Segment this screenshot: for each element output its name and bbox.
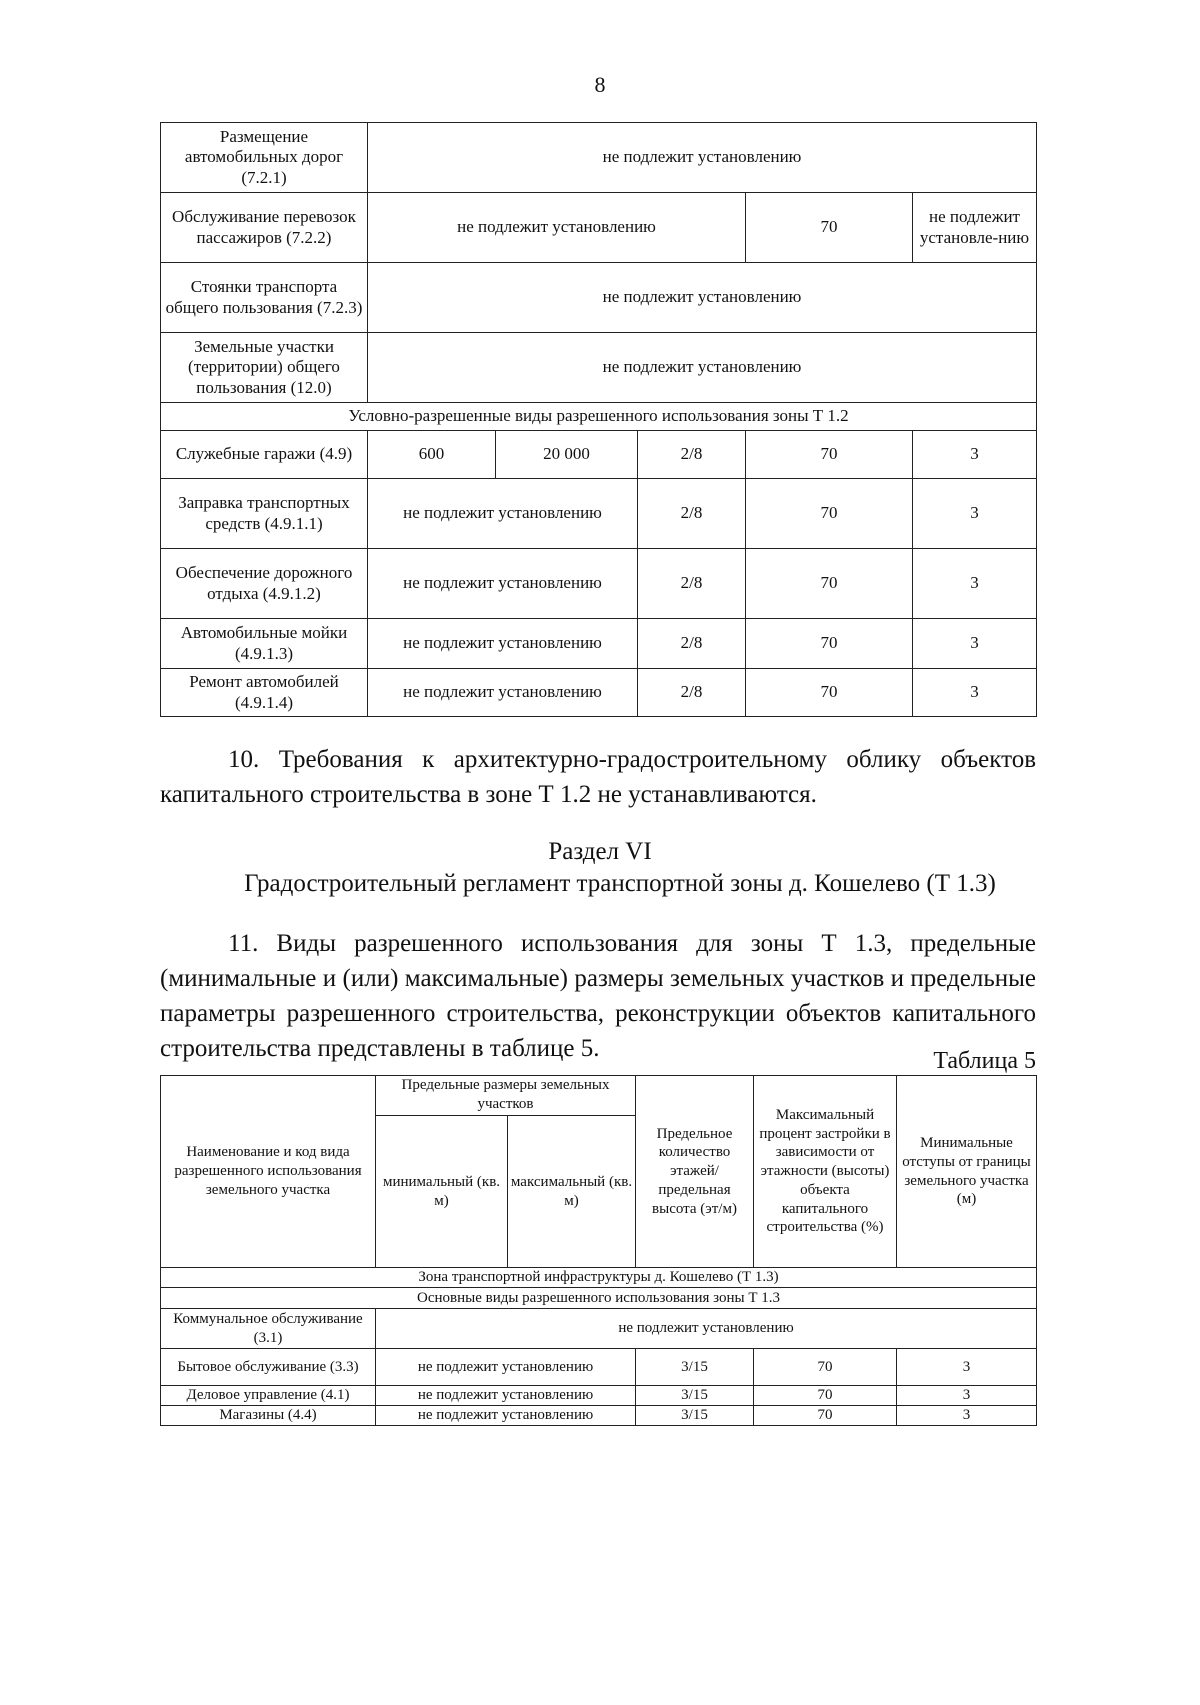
use-name: Автомобильные мойки (4.9.1.3): [161, 619, 368, 669]
section-heading: Условно-разрешенные виды разрешенного использования зоны Т 1.2: [161, 403, 1037, 431]
section-heading: Основные виды разрешенного использования зоны Т 1.3: [161, 1288, 1037, 1309]
setback-cell: 3: [913, 619, 1037, 669]
percent-cell: 70: [746, 669, 913, 717]
use-name: Бытовое обслуживание (3.3): [161, 1349, 376, 1386]
floors-cell: 3/15: [636, 1386, 754, 1406]
use-name: Деловое управление (4.1): [161, 1386, 376, 1406]
header-percent: Максимальный процент застройки в зависимости от этажности (высоты) объекта капитального строительства (%): [754, 1076, 897, 1268]
header-floors: Предельное количество этажей/ предельная высота (эт/м): [636, 1076, 754, 1268]
merged-value: не подлежит установлению: [368, 123, 1037, 193]
use-name: Обеспечение дорожного отдыха (4.9.1.2): [161, 549, 368, 619]
header-max: максимальный (кв. м): [508, 1116, 636, 1268]
use-name: Земельные участки (территории) общего пользования (12.0): [161, 333, 368, 403]
max-cell: 20 000: [496, 431, 638, 479]
merged-value: не подлежит установлению: [376, 1405, 636, 1425]
use-name: Служебные гаражи (4.9): [161, 431, 368, 479]
setback-cell: 3: [913, 669, 1037, 717]
header-row: [161, 1076, 1037, 1116]
merged-value: не подлежит установлению: [368, 333, 1037, 403]
table-row: [161, 263, 1037, 333]
header-min: минимальный (кв. м): [376, 1116, 508, 1268]
page-number: 8: [594, 72, 606, 97]
use-name: Размещение автомобильных дорог (7.2.1): [161, 123, 368, 193]
percent-cell: 70: [754, 1386, 897, 1406]
floors-cell: 2/8: [638, 669, 746, 717]
header-name: Наименование и код вида разрешенного использования земельного участка: [161, 1076, 376, 1268]
header-sizes: Предельные размеры земельных участков: [376, 1076, 636, 1116]
setback-cell: 3: [913, 431, 1037, 479]
percent-cell: 70: [746, 549, 913, 619]
merged-value: не подлежит установлению: [368, 549, 638, 619]
merged-value: не подлежит установлению: [376, 1386, 636, 1406]
merged-value: не подлежит установлению: [376, 1309, 1037, 1349]
merged-value: не подлежит установлению: [368, 263, 1037, 333]
section-subtitle: Градостроительный регламент транспортной зоны д. Кошелево (Т 1.3): [244, 870, 996, 897]
floors-cell: 2/8: [638, 479, 746, 549]
percent-cell: 70: [746, 193, 913, 263]
zone-row: [161, 1268, 1037, 1288]
setback-cell: 3: [897, 1405, 1037, 1425]
merged-value: не подлежит установлению: [368, 669, 638, 717]
table-row: [161, 619, 1037, 669]
percent-cell: 70: [746, 431, 913, 479]
floors-cell: 3/15: [636, 1405, 754, 1425]
section-title: Раздел VI: [548, 838, 652, 865]
percent-cell: 70: [754, 1405, 897, 1425]
table-row: [161, 123, 1037, 193]
table-row: [161, 669, 1037, 717]
table-row: [161, 1386, 1037, 1406]
min-cell: 600: [368, 431, 496, 479]
table-5: [160, 1075, 1037, 1426]
percent-cell: 70: [746, 479, 913, 549]
use-name: Заправка транспортных средств (4.9.1.1): [161, 479, 368, 549]
table-row: [161, 193, 1037, 263]
zone-heading: Зона транспортной инфраструктуры д. Кошелево (Т 1.3): [161, 1268, 1037, 1288]
floors-cell: 2/8: [638, 619, 746, 669]
setback-cell: 3: [897, 1386, 1037, 1406]
table-row: [161, 1349, 1037, 1386]
merged-value: не подлежит установлению: [368, 193, 746, 263]
table-row: [161, 1309, 1037, 1349]
use-name: Стоянки транспорта общего пользования (7.2.3): [161, 263, 368, 333]
merged-value: не подлежит установлению: [368, 619, 638, 669]
paragraph-10: 10. Требования к архитектурно-градостроительному облику объектов капитального строительства в зоне Т 1.2 не устанавливаются.: [160, 746, 1036, 808]
setback-cell: 3: [897, 1349, 1037, 1386]
table-row: [161, 333, 1037, 403]
percent-cell: 70: [746, 619, 913, 669]
floors-cell: 3/15: [636, 1349, 754, 1386]
use-name: Обслуживание перевозок пассажиров (7.2.2): [161, 193, 368, 263]
floors-cell: 2/8: [638, 431, 746, 479]
section-row: [161, 1288, 1037, 1309]
header-setback: Минимальные отступы от границы земельного участка (м): [897, 1076, 1037, 1268]
paragraph-11: 11. Виды разрешенного использования для зоны Т 1.3, предельные (минимальные и (или) максимальные) размеры земельных участков и предельные параметры разрешенного строительства, реконструкции объектов капитального строительства представлены в таблице 5.: [160, 930, 1036, 1062]
percent-cell: 70: [754, 1349, 897, 1386]
table-row: [161, 479, 1037, 549]
setback-cell: 3: [913, 549, 1037, 619]
use-name: Коммунальное обслуживание (3.1): [161, 1309, 376, 1349]
table-caption: Таблица 5: [933, 1048, 1036, 1074]
use-name: Ремонт автомобилей (4.9.1.4): [161, 669, 368, 717]
use-name: Магазины (4.4): [161, 1405, 376, 1425]
regulations-table-continued: [160, 122, 1037, 717]
merged-value: не подлежит установлению: [376, 1349, 636, 1386]
merged-value: не подлежит установлению: [368, 479, 638, 549]
setback-cell: не подлежит установле-нию: [913, 193, 1037, 263]
section-row: [161, 403, 1037, 431]
setback-cell: 3: [913, 479, 1037, 549]
floors-cell: 2/8: [638, 549, 746, 619]
table-row: [161, 549, 1037, 619]
table-row: [161, 431, 1037, 479]
table-row: [161, 1405, 1037, 1425]
